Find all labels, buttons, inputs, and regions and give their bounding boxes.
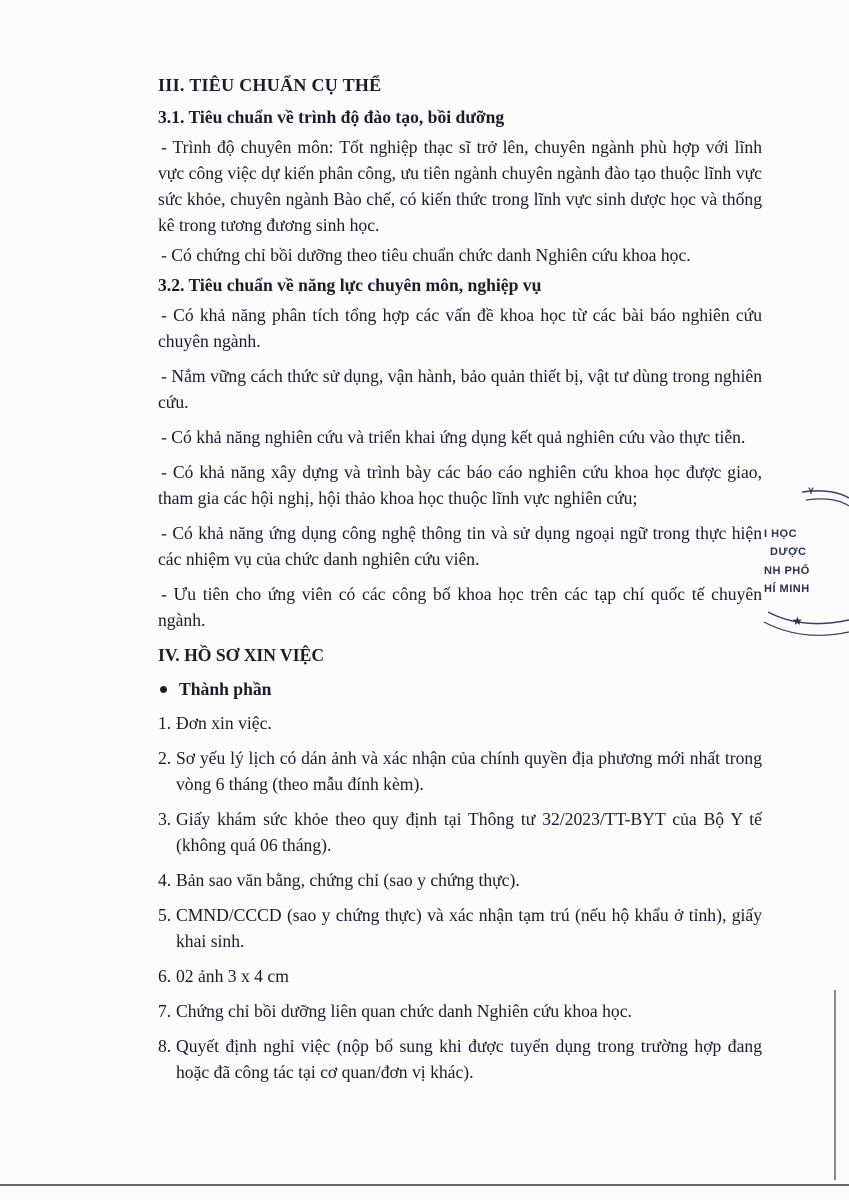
stamp-text: Y: [808, 486, 815, 496]
scan-bottom-line: [0, 1184, 849, 1186]
list-item: 6. 02 ảnh 3 x 4 cm: [158, 966, 289, 986]
star-icon: ★: [792, 614, 804, 628]
paragraph: - Trình độ chuyên môn: Tốt nghiệp thạc sĩ trở lên, chuyên ngành phù hợp với lĩnh vực công việc dự kiến phân công, ưu tiên ngành chuyên ngành đào tạo thuộc lĩnh vực sức khỏe, chuyên ngành Bào chế, có kiến thức trong lĩnh vực sinh dược học và thống kê trong tương đương sinh học.: [158, 137, 762, 235]
list-item: 8. Quyết định nghỉ việc (nộp bổ sung khi được tuyển dụng trong trường hợp đang hoặc đã công tác tại cơ quan/đơn vị khác).: [158, 1036, 762, 1082]
section-4-heading: IV. HỒ SƠ XIN VIỆC: [158, 645, 325, 665]
list-item: 3. Giấy khám sức khỏe theo quy định tại Thông tư 32/2023/TT-BYT của Bộ Y tế (không quá 06 tháng).: [158, 809, 762, 855]
paragraph: - Có khả năng xây dựng và trình bày các báo cáo nghiên cứu khoa học được giao, tham gia các hội nghị, hội thảo khoa học thuộc lĩnh vực nghiên cứu;: [158, 462, 762, 508]
section-3-2-heading: 3.2. Tiêu chuẩn về năng lực chuyên môn, nghiệp vụ: [158, 275, 542, 295]
paragraph: - Nắm vững cách thức sử dụng, vận hành, bảo quản thiết bị, vật tư dùng trong nghiên cứu.: [158, 366, 762, 412]
document-list: [158, 710, 762, 1085]
paragraph: - Ưu tiên cho ứng viên có các công bố khoa học trên các tạp chí quốc tế chuyên ngành.: [158, 584, 762, 630]
list-item: 2. Sơ yếu lý lịch có dán ảnh và xác nhận của chính quyền địa phương mới nhất trong vòng 6 tháng (theo mẫu đính kèm).: [158, 748, 762, 794]
paragraph: - Có chứng chỉ bồi dưỡng theo tiêu chuẩn chức danh Nghiên cứu khoa học.: [161, 245, 691, 265]
paragraph: - Có khả năng nghiên cứu và triển khai ứng dụng kết quả nghiên cứu vào thực tiễn.: [161, 427, 746, 447]
document-body: [158, 72, 762, 1094]
stamp-text: NH PHỐ: [764, 565, 810, 577]
section-3-1-heading: 3.1. Tiêu chuẩn về trình độ đào tạo, bồi dưỡng: [158, 107, 505, 127]
stamp-text: DƯỢC: [770, 546, 807, 558]
bullet-heading-label: Thành phần: [179, 679, 272, 699]
paragraph: - Có khả năng phân tích tổng hợp các vấn đề khoa học từ các bài báo nghiên cứu chuyên ngành.: [158, 305, 762, 351]
bullet-heading: [158, 676, 762, 702]
paragraph: - Có khả năng ứng dụng công nghệ thông tin và sử dụng ngoại ngữ trong thực hiện các nhiệm vụ của chức danh nghiên cứu viên.: [158, 523, 762, 569]
list-item: 7. Chứng chỉ bồi dưỡng liên quan chức danh Nghiên cứu khoa học.: [158, 1001, 632, 1021]
stamp-text: I HỌC: [764, 528, 798, 540]
list-item: 1. Đơn xin việc.: [158, 713, 272, 733]
list-item: 4. Bản sao văn bằng, chứng chỉ (sao y chứng thực).: [158, 870, 520, 890]
section-3-heading: III. TIÊU CHUẨN CỤ THỂ: [158, 75, 382, 95]
official-stamp: [762, 480, 849, 650]
stamp-text: HÍ MINH: [764, 583, 810, 595]
list-item: 5. CMND/CCCD (sao y chứng thực) và xác nhận tạm trú (nếu hộ khẩu ở tỉnh), giấy khai sinh.: [158, 905, 762, 951]
scan-edge-line: [834, 990, 836, 1180]
bullet-icon: [160, 686, 167, 693]
